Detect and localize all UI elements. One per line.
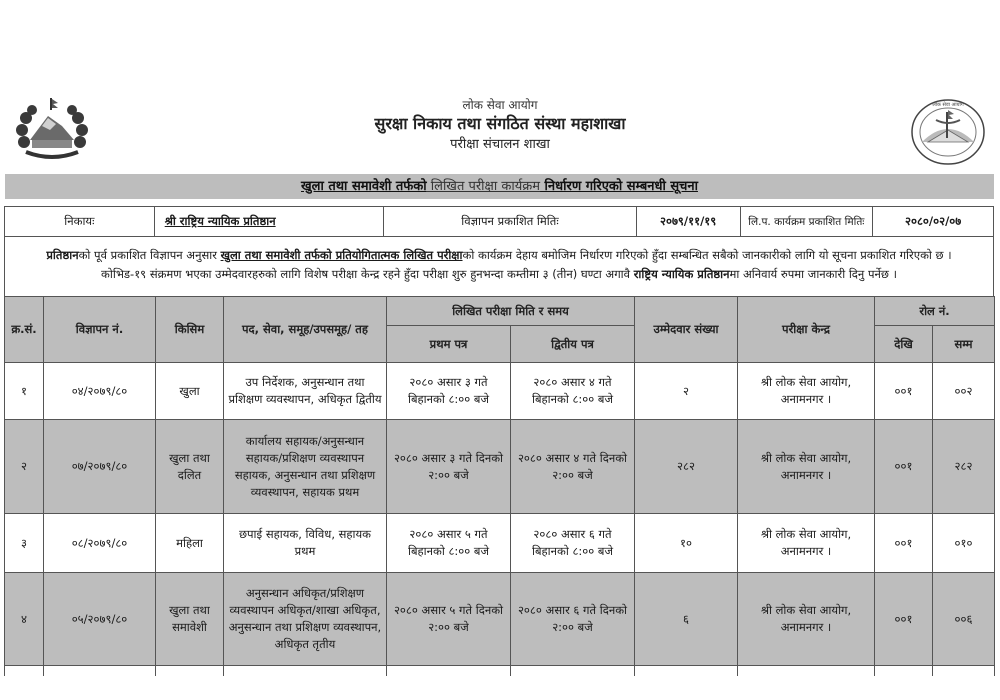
cell-paper-1: २०८० असार ३ गते बिहानको ८:०० बजे [387,363,511,420]
header-candidates: उम्मेदवार संख्या [635,297,738,363]
header-center: परीक्षा केन्द्र [738,297,875,363]
psc-emblem-icon [908,96,988,166]
schedule-date-value: २०८०/०२/०७ [904,214,962,228]
cell-ad-no: ०५/२०७९/८० [44,573,156,666]
cell-center: श्री लोक सेवा आयोग, अनामनगर । [738,363,875,420]
cell-post: उप निर्देशक, अनुसन्धान तथा प्रशिक्षण व्यवस्थापन, अधिकृत द्वितीय [224,363,387,420]
org-name: लोक सेवा आयोग [462,98,538,112]
ad-date-label: विज्ञापन प्रकाशित मितिः [384,207,636,236]
cell-sn: १ [5,363,44,420]
title-part-open-inclusive: खुला तथा समावेशी तर्फको [301,179,427,194]
cell-candidates: २ [635,363,738,420]
header-paper-1: प्रथम पत्र [387,326,511,363]
cell-candidates: १० [635,514,738,573]
cell-post: कार्यालय सहायक/अनुसन्धान सहायक/प्रशिक्षण व्यवस्थापन सहायक, अनुसन्धान तथा प्रशिक्षण व्यवस्थापन, सहायक प्रथम [224,420,387,514]
cell-candidates: २८२ [635,420,738,514]
cell-center: श्री लोक सेवा आयोग, अनामनगर । [738,514,875,573]
notice-exam-type: खुला तथा समावेशी तर्फको प्रतियोगितात्मक लिखित परीक्षा [220,248,463,262]
cell-roll-to: ००२ [933,363,995,420]
cell-roll-from: ००१ [875,420,933,514]
cell-paper-1: २०८० असार ५ गते दिनको २:०० बजे [387,573,511,666]
cell-center: श्री लोक सेवा आयोग, अनामनगर । [738,420,875,514]
notice-institute-name: राष्ट्रिय न्यायिक प्रतिष्ठान [633,267,730,281]
header-roll-to: सम्म [933,326,995,363]
svg-text:लोक सेवा आयोग: लोक सेवा आयोग [932,102,964,108]
cell-roll-from: ००१ [875,363,933,420]
header-post: पद, सेवा, समूह/उपसमूह/ तह [224,297,387,363]
nepal-emblem-icon [12,96,92,166]
division-name: सुरक्षा निकाय तथा संगठित संस्था महाशाखा [374,114,626,133]
cell-paper-2: २०८० असार ६ गते दिनको २:०० बजे [511,573,635,666]
cell-type: खुला [156,363,224,420]
cell-paper-2: २०८० असार ६ गते बिहानको ८:०० बजे [511,514,635,573]
notice-text-3: मा अनिवार्य रुपमा जानकारी दिनु पर्नेछ । [729,267,897,281]
page-bottom-margin [0,676,1000,700]
cell-post: छपाई सहायक, विविध, सहायक प्रथम [224,514,387,573]
header-paper-2: द्वितीय पत्र [511,326,635,363]
cell-type: खुला तथा समावेशी [156,573,224,666]
cell-sn: ३ [5,514,44,573]
cell-paper-1: २०८० असार ३ गते दिनको २:०० बजे [387,420,511,514]
cell-roll-to: २८२ [933,420,995,514]
header-roll-from: देखि [875,326,933,363]
cell-ad-no: ०७/२०७९/८० [44,420,156,514]
notice-paragraph [4,237,994,296]
table-row [5,514,995,573]
table-row [5,573,995,666]
header-sn: क्र.सं. [5,297,44,363]
title-part-written-exam: लिखित परीक्षा कार्यक्रम [426,179,541,194]
notice-institute: प्रतिष्ठान [46,248,79,262]
exam-schedule-table [4,296,995,700]
notice-text-1: को पूर्व प्रकाशित विज्ञापन अनुसार [78,248,221,262]
section-name: परीक्षा संचालन शाखा [450,137,550,152]
notice-title-banner [5,174,994,199]
cell-ad-no: ०४/२०७९/८० [44,363,156,420]
title-part-notice: निर्धारण गरिएको सम्बनधी सूचना [540,179,698,194]
cell-post: अनुसन्धान अधिकृत/प्रशिक्षण व्यवस्थापन अधिकृत/शाखा अधिकृत, अनुसन्धान तथा प्रशिक्षण व्यवस्थापन, अधिकृत तृतीय [224,573,387,666]
cell-roll-to: ०१० [933,514,995,573]
cell-type: महिला [156,514,224,573]
cell-roll-from: ००१ [875,514,933,573]
cell-sn: ४ [5,573,44,666]
cell-sn: २ [5,420,44,514]
notice-text-2: को कार्यक्रम देहाय बमोजिम निर्धारण गरिएको हुँदा सम्बन्धित सबैको जानकारीको लागि यो सूचना प्रकाशित गरिएको छ । कोभिड-१९ संक्रमण भएका उम्मेदवारहरुको लागि विशेष परीक्षा केन्द्र रहने हुँदा परीक्षा शुरु हुनभन्दा कम्तीमा ३ (तीन) घण्टा अगावै [101,248,952,281]
cell-candidates: ६ [635,573,738,666]
cell-paper-1: २०८० असार ५ गते बिहानको ८:०० बजे [387,514,511,573]
body-label: निकायः [5,207,155,236]
cell-roll-to: ००६ [933,573,995,666]
table-row [5,420,995,514]
body-value: श्री राष्ट्रिय न्यायिक प्रतिष्ठान [155,207,385,236]
document-header [0,92,1000,168]
header-roll-no: रोल नं. [875,297,995,326]
cell-center: श्री लोक सेवा आयोग, अनामनगर । [738,573,875,666]
header-ad-no: विज्ञापन नं. [44,297,156,363]
cell-roll-from: ००१ [875,573,933,666]
cell-ad-no: ०८/२०७९/८० [44,514,156,573]
table-row [5,363,995,420]
cell-type: खुला तथा दलित [156,420,224,514]
cell-paper-2: २०८० असार ४ गते बिहानको ८:०० बजे [511,363,635,420]
cell-paper-2: २०८० असार ४ गते दिनको २:०० बजे [511,420,635,514]
schedule-date-label: लि.प. कार्यक्रम प्रकाशित मितिः [741,207,874,236]
header-type: किसिम [156,297,224,363]
info-row [4,206,994,237]
header-exam-date-time: लिखित परीक्षा मिति र समय [387,297,635,326]
ad-date-value: २०७९/११/१९ [637,207,741,236]
